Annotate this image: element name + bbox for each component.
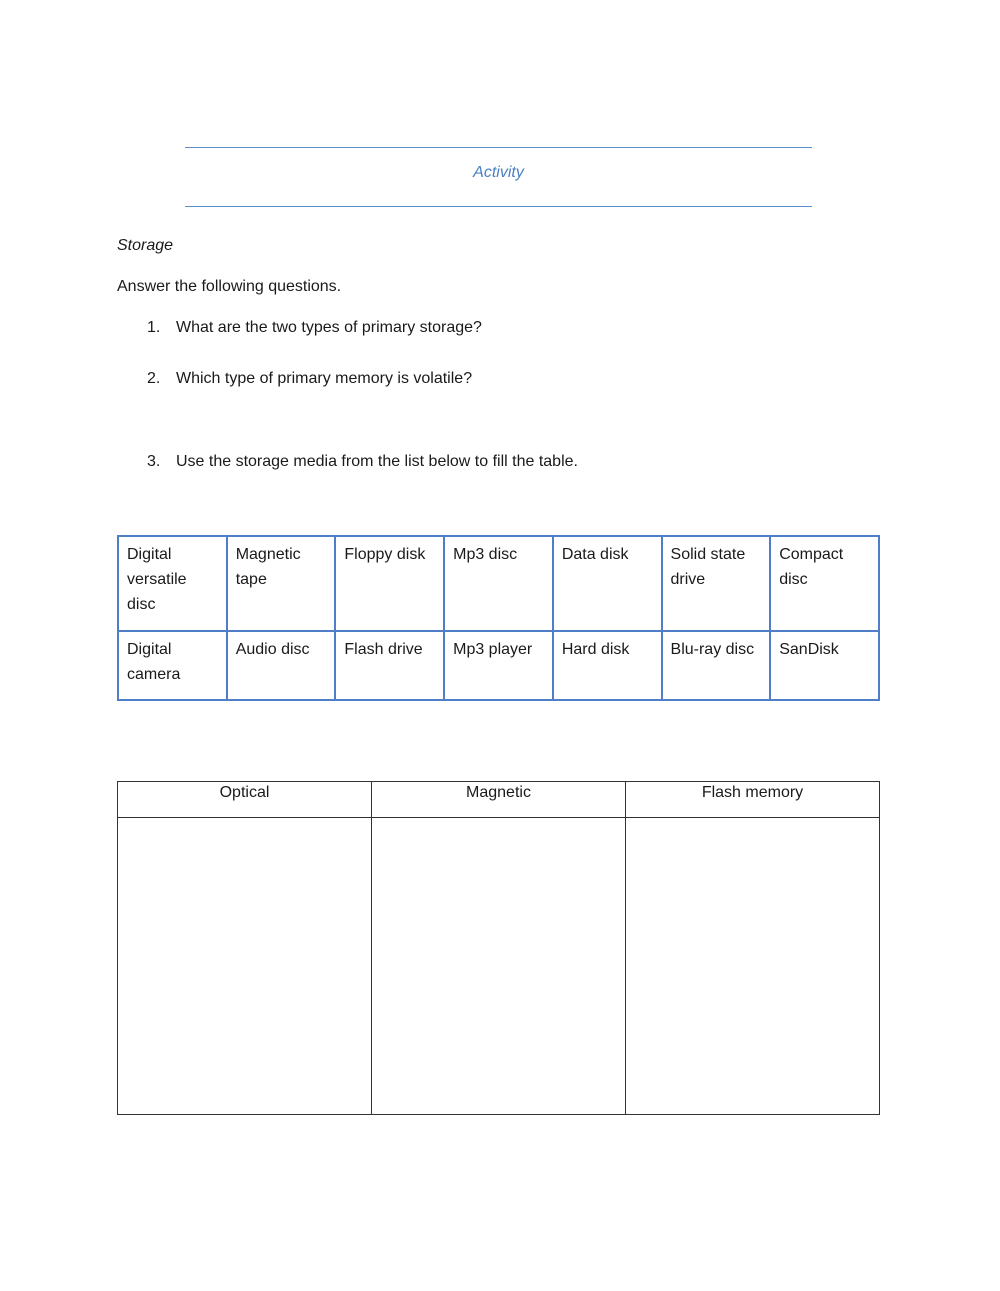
category-header-magnetic: Magnetic — [372, 782, 626, 818]
category-header-row — [118, 782, 880, 818]
word-bank-cell: Digital camera — [118, 631, 227, 700]
answer-cell-optical[interactable] — [118, 818, 372, 1115]
word-bank-cell: Floppy disk — [335, 536, 444, 631]
word-bank-cell: Mp3 player — [444, 631, 553, 700]
word-bank-cell: SanDisk — [770, 631, 879, 700]
word-bank-cell: Mp3 disc — [444, 536, 553, 631]
word-bank-row — [118, 536, 879, 631]
question-number: 3. — [147, 453, 161, 470]
header-rule-top — [185, 147, 812, 148]
word-bank-cell: Data disk — [553, 536, 662, 631]
word-bank-row — [118, 631, 879, 700]
question-2 — [147, 370, 472, 388]
question-3 — [147, 453, 578, 471]
category-answer-row — [118, 818, 880, 1115]
word-bank-cell: Solid state drive — [662, 536, 771, 631]
category-table — [117, 781, 880, 1115]
word-bank-table — [117, 535, 880, 701]
question-text: Which type of primary memory is volatile? — [176, 370, 473, 387]
question-text: Use the storage media from the list below to fill the table. — [176, 453, 578, 470]
word-bank-cell: Hard disk — [553, 631, 662, 700]
answer-cell-magnetic[interactable] — [372, 818, 626, 1115]
question-1 — [147, 319, 482, 337]
word-bank-cell: Magnetic tape — [227, 536, 336, 631]
question-number: 2. — [147, 370, 161, 387]
page-title: Activity — [473, 164, 524, 181]
word-bank-cell: Audio disc — [227, 631, 336, 700]
header-rule-bottom — [185, 206, 812, 207]
question-number: 1. — [147, 319, 161, 336]
answer-cell-flash-memory[interactable] — [626, 818, 880, 1115]
word-bank-cell: Compact disc — [770, 536, 879, 631]
section-title: Storage — [117, 237, 174, 254]
word-bank-cell: Blu-ray disc — [662, 631, 771, 700]
category-header-flash-memory: Flash memory — [626, 782, 880, 818]
category-header-optical: Optical — [118, 782, 372, 818]
word-bank-cell: Flash drive — [335, 631, 444, 700]
question-text: What are the two types of primary storage? — [176, 319, 482, 336]
word-bank-cell: Digital versatile disc — [118, 536, 227, 631]
instructions-text: Answer the following questions. — [117, 278, 342, 295]
